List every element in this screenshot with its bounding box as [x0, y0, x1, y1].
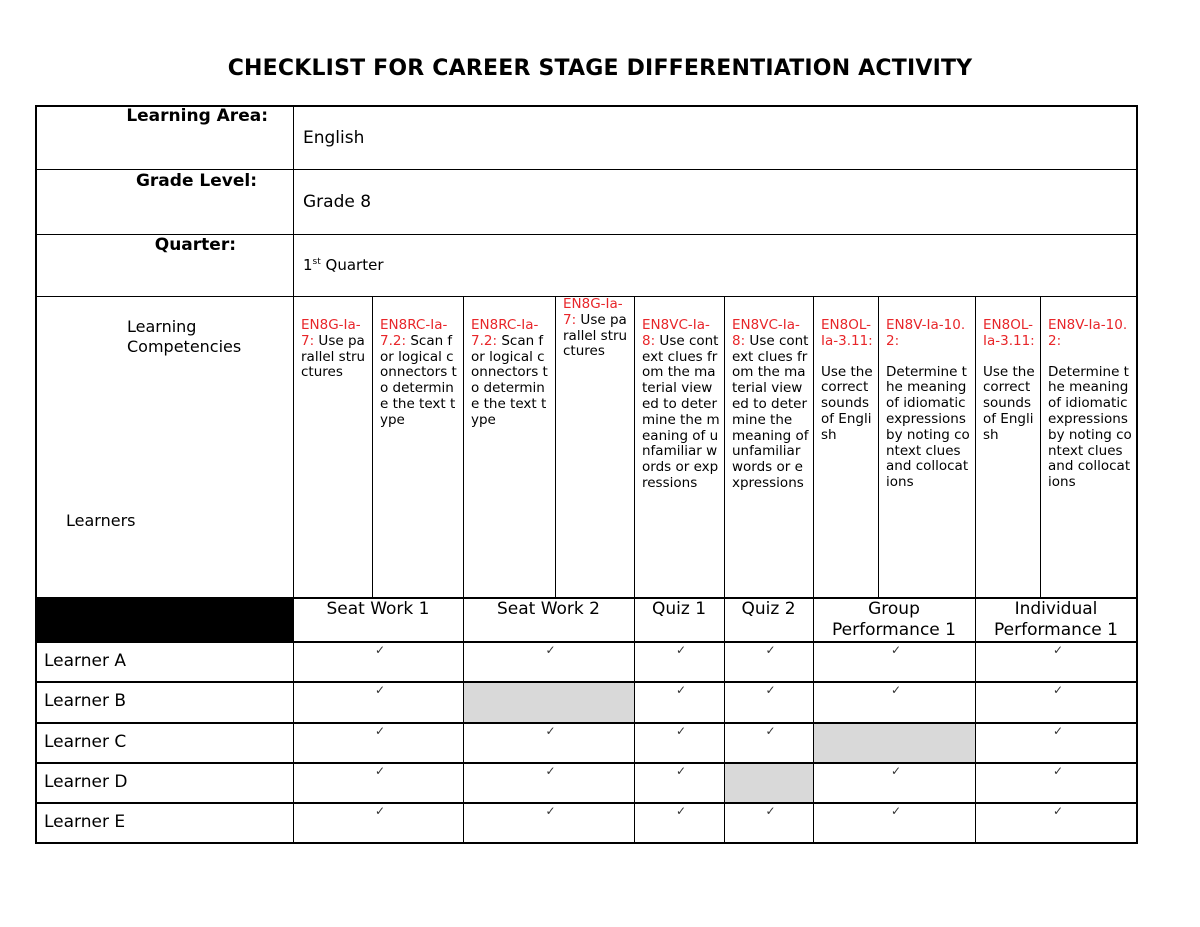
- grid-line: [555, 296, 556, 598]
- activity-header-1: Seat Work 1: [326, 599, 430, 619]
- check-mark-icon: ✓: [765, 643, 776, 657]
- grid-line: [35, 296, 1137, 297]
- competency-code: EN8V-Ia-10.2:: [886, 317, 966, 349]
- check-mark-icon: ✓: [374, 724, 386, 738]
- check-mark-icon: ✓: [1052, 764, 1064, 778]
- competency-code: EN8G-Ia-7:: [563, 296, 623, 328]
- grid-line: [463, 296, 464, 598]
- activity-header-5: Group Performance 1: [832, 599, 956, 640]
- check-mark-icon: ✓: [765, 683, 776, 697]
- learner-name: Learner A: [44, 651, 126, 671]
- check-mark-icon: ✓: [675, 804, 687, 818]
- competency-text: Use the correct sounds of English: [821, 363, 873, 443]
- quarter-suffix: st: [312, 257, 321, 267]
- check-mark-icon: ✓: [890, 764, 902, 778]
- grid-line: [293, 105, 294, 843]
- activity-header-4: Quiz 2: [741, 599, 796, 619]
- check-mark-icon: ✓: [675, 643, 687, 657]
- grade-level-value: Grade 8: [303, 192, 372, 212]
- competency-cell-3: [471, 318, 551, 429]
- competency-code: EN8OL-Ia-3.11:: [983, 317, 1035, 349]
- learner-name: Learner C: [44, 732, 127, 752]
- check-mark-icon: ✓: [374, 764, 386, 778]
- shaded-cell: [813, 722, 975, 762]
- check-mark-icon: ✓: [675, 724, 687, 738]
- grid-line: [1136, 105, 1138, 843]
- learner-name: Learner E: [44, 812, 126, 832]
- grid-line: [35, 105, 1138, 107]
- grid-line: [878, 296, 879, 598]
- activity-header-2: Seat Work 2: [496, 599, 600, 619]
- page-title: CHECKLIST FOR CAREER STAGE DIFFERENTIATION ACTIVITY: [227, 56, 973, 81]
- check-mark-icon: ✓: [545, 643, 556, 657]
- check-mark-icon: ✓: [675, 764, 687, 778]
- grid-line: [35, 105, 37, 843]
- learning-competencies-label: [127, 317, 241, 357]
- competency-cell-6: [732, 318, 809, 492]
- competency-code: EN8VC-Ia-8:: [732, 317, 800, 349]
- check-mark-icon: ✓: [1052, 643, 1064, 657]
- learner-name: Learner B: [44, 691, 127, 711]
- competency-text: Use parallel structures: [301, 332, 366, 381]
- quarter-number: 1: [303, 256, 313, 274]
- check-mark-icon: ✓: [545, 724, 556, 738]
- learning-competencies-line2: Competencies: [127, 337, 242, 356]
- competency-code: EN8OL-Ia-3.11:: [821, 317, 873, 349]
- grid-line: [372, 296, 373, 598]
- competency-text: Use context clues from the material viewed to determine the meaning of unfamiliar words or expressions: [642, 332, 720, 491]
- shaded-cell: [724, 762, 813, 802]
- grid-line: [813, 296, 814, 598]
- competency-code: EN8RC-Ia-7.2:: [380, 317, 448, 349]
- check-mark-icon: ✓: [1052, 683, 1064, 697]
- competency-cell-10: [1048, 318, 1133, 491]
- grid-line: [35, 802, 1137, 804]
- competency-code: EN8VC-Ia-8:: [642, 317, 710, 349]
- check-mark-icon: ✓: [675, 683, 687, 697]
- competency-cell-7: [821, 318, 874, 444]
- learning-area-label: Learning Area:: [126, 106, 268, 126]
- check-mark-icon: ✓: [374, 683, 386, 697]
- grid-line: [35, 722, 1137, 724]
- competency-text: Use the correct sounds of English: [983, 363, 1035, 443]
- competency-cell-9: [983, 318, 1036, 444]
- grid-line: [35, 597, 1137, 599]
- check-mark-icon: ✓: [374, 804, 386, 818]
- competency-code: EN8V-Ia-10.2:: [1048, 317, 1128, 349]
- grade-level-label: Grade Level:: [135, 171, 257, 191]
- grid-line: [975, 598, 976, 843]
- blank-header-cell: [35, 598, 293, 641]
- check-mark-icon: ✓: [374, 643, 386, 657]
- competency-cell-2: [380, 318, 459, 429]
- grid-line: [813, 598, 814, 843]
- activity-header-3: Quiz 1: [651, 599, 707, 619]
- learners-header-label: Learners: [66, 511, 136, 530]
- grid-line: [634, 296, 635, 598]
- grid-line: [1040, 296, 1041, 598]
- grid-line: [724, 598, 725, 843]
- grid-line: [463, 598, 464, 843]
- activity-header-6: Individual Performance 1: [994, 599, 1118, 640]
- grid-line: [35, 641, 1137, 643]
- competency-text: Determine the meaning of idiomatic expressions by noting context clues and collocations: [1048, 363, 1132, 491]
- check-mark-icon: ✓: [765, 724, 776, 738]
- grid-line: [724, 296, 725, 598]
- grid-line: [35, 762, 1137, 764]
- check-mark-icon: ✓: [545, 804, 556, 818]
- grid-line: [35, 169, 1137, 170]
- check-mark-icon: ✓: [1052, 804, 1064, 818]
- check-mark-icon: ✓: [890, 683, 902, 697]
- learner-name: Learner D: [44, 772, 128, 792]
- quarter-word: Quarter: [320, 256, 384, 274]
- competency-text: Scan for logical connectors to determine the text type: [471, 332, 548, 428]
- check-mark-icon: ✓: [1052, 724, 1064, 738]
- competency-cell-8: [886, 318, 971, 491]
- grid-line: [35, 234, 1137, 235]
- check-mark-icon: ✓: [545, 764, 556, 778]
- check-mark-icon: ✓: [890, 643, 902, 657]
- shaded-cell: [463, 681, 634, 722]
- competency-cell-5: [642, 318, 720, 492]
- check-mark-icon: ✓: [890, 804, 902, 818]
- competency-code: EN8G-Ia-7:: [301, 317, 361, 349]
- grid-line: [35, 842, 1138, 844]
- competency-text: Use parallel structures: [563, 311, 628, 360]
- grid-line: [35, 681, 1137, 683]
- learning-competencies-line1: Learning: [127, 317, 197, 336]
- competency-text: Scan for logical connectors to determine the text type: [380, 332, 457, 428]
- competency-cell-1: [301, 318, 368, 381]
- competency-text: Use context clues from the material viewed to determine the meaning of unfamiliar words or expressions: [732, 332, 809, 491]
- competency-code: EN8RC-Ia-7.2:: [471, 317, 539, 349]
- competency-text: Determine the meaning of idiomatic expressions by noting context clues and collocations: [886, 363, 970, 491]
- grid-line: [975, 296, 976, 598]
- quarter-label: Quarter:: [154, 235, 236, 255]
- learning-area-value: English: [303, 128, 365, 148]
- grid-line: [634, 598, 635, 843]
- check-mark-icon: ✓: [765, 804, 776, 818]
- competency-cell-4: [563, 297, 630, 360]
- quarter-value: [303, 256, 383, 274]
